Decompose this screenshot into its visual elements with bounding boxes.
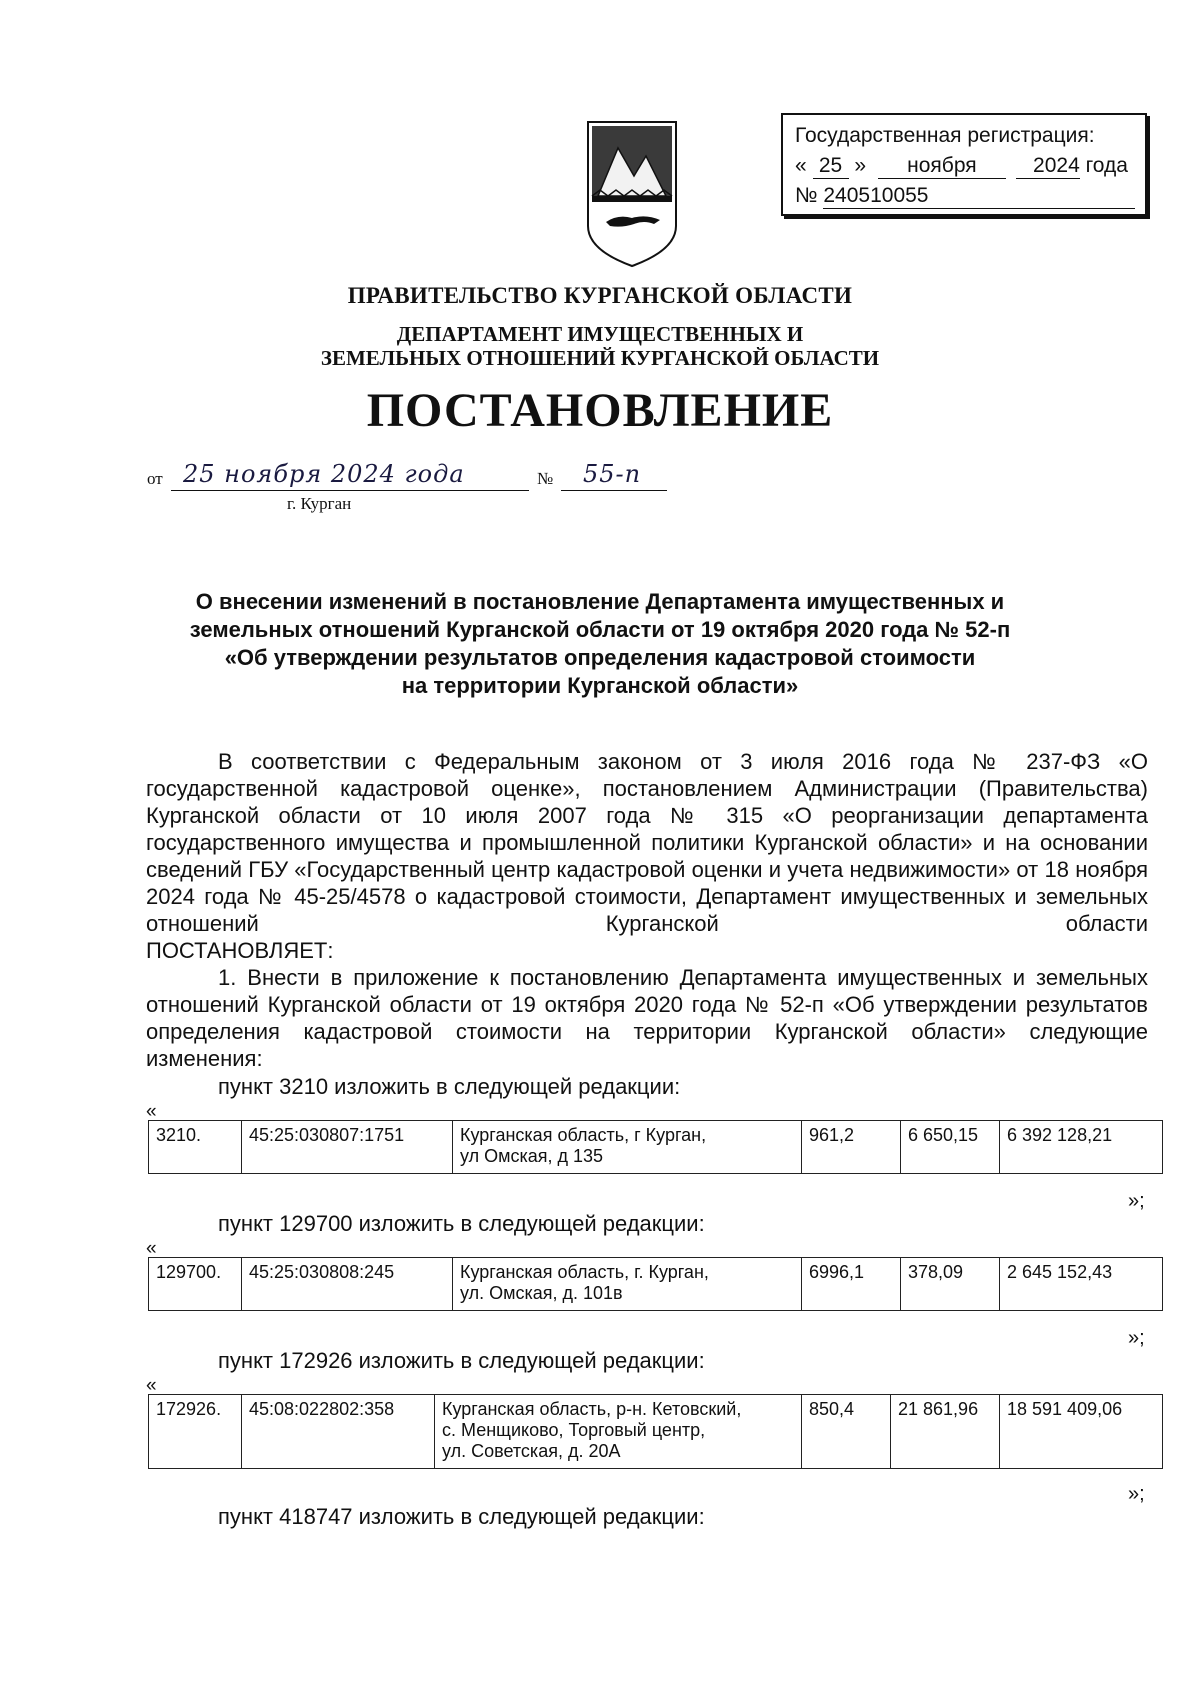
cell-address: [453, 1121, 802, 1174]
address-line: Курганская область, р-н. Кетовский,: [442, 1399, 742, 1419]
registration-heading: Государственная регистрация:: [795, 124, 1095, 147]
date-number-line: [147, 460, 667, 524]
address-line: ул. Омская, д. 101в: [460, 1283, 623, 1303]
registration-number: 240510055: [823, 184, 1135, 209]
handwritten-number: 55-п: [583, 460, 642, 488]
quote-open: «: [146, 1101, 157, 1122]
cell-cadastral-number: 45:08:022802:358: [242, 1395, 435, 1469]
cell-unit-value: 6 650,15: [901, 1121, 1000, 1174]
table-row: [149, 1121, 1163, 1174]
amendment-table: [148, 1257, 1163, 1311]
address-line: ул Омская, д 135: [460, 1146, 604, 1166]
cell-area: 850,4: [802, 1395, 891, 1469]
title-line: «Об утверждении результатов определения кадастровой стоимости: [224, 645, 976, 670]
address-line: с. Менщиково, Торговый центр,: [442, 1420, 706, 1440]
amendment-table: [148, 1120, 1163, 1174]
doc-number-label: №: [537, 469, 554, 488]
table-row: [149, 1395, 1163, 1469]
department-name-line2: ЗЕМЕЛЬНЫХ ОТНОШЕНИЙ КУРГАНСКОЙ ОБЛАСТИ: [320, 346, 880, 370]
amendment-intro: пункт 172926 изложить в следующей редакции:: [218, 1348, 705, 1373]
preamble-text: В соответствии с Федеральным законом от 3 июля 2016 года № 237-ФЗ «О государственной кадастровой оценке», постановлением Администрации (Правительства) Курганской области от 10 июля 2007 года № 315 «О реорганизации департамента государственного имущества и промышленной политики Курганской области» и на основании сведений ГБУ «Государственный центр кадастровой оценки и учета недвижимости» от 18 ноября 2024 года № 45-25/4578 о кадастровой стоимости, Департамент имущественных и земельных отношений Курганской области: [146, 749, 1148, 936]
cell-total-value: 18 591 409,06: [1000, 1395, 1163, 1469]
amendment-intro: пункт 129700 изложить в следующей редакции:: [218, 1211, 705, 1236]
quote-close: »;: [1128, 1327, 1145, 1349]
title-line: О внесении изменений в постановление Департамента имущественных и: [195, 589, 1005, 614]
document-title: [140, 588, 1060, 700]
address-line: Курганская область, г. Курган,: [460, 1262, 709, 1282]
registration-day-close: »: [854, 154, 867, 177]
title-line: на территории Курганской области»: [401, 673, 799, 698]
cell-item-number: 3210.: [149, 1121, 242, 1174]
amendment-intro: пункт 3210 изложить в следующей редакции:: [218, 1074, 681, 1099]
quote-close: »;: [1128, 1483, 1145, 1505]
cell-unit-value: 378,09: [901, 1258, 1000, 1311]
cell-item-number: 172926.: [149, 1395, 242, 1469]
registration-number-label: №: [795, 184, 818, 207]
address-line: ул. Советская, д. 20А: [442, 1441, 621, 1461]
registration-stamp: [781, 113, 1147, 216]
city-label: г. Курган: [287, 494, 352, 513]
registration-year-suffix: 24: [1056, 154, 1080, 177]
registration-month: ноября: [878, 154, 1006, 179]
doc-number-underline: [561, 460, 667, 491]
registration-number-row: [795, 181, 1135, 211]
cell-total-value: 6 392 128,21: [1000, 1121, 1163, 1174]
title-line: земельных отношений Курганской области от 19 октября 2020 года № 52-п: [189, 617, 1011, 642]
cell-cadastral-number: 45:25:030808:245: [242, 1258, 453, 1311]
registration-year-prefix: 20: [1033, 154, 1057, 177]
amendment-intro: пункт 418747 изложить в следующей редакции:: [218, 1504, 705, 1529]
resolves-label: ПОСТАНОВЛЯЕТ:: [146, 938, 334, 963]
department-name-line1: ДЕПАРТАМЕНТ ИМУЩЕСТВЕННЫХ И: [396, 322, 804, 346]
cell-cadastral-number: 45:25:030807:1751: [242, 1121, 453, 1174]
preamble-paragraph: [146, 748, 1148, 964]
date-underline: [171, 460, 529, 491]
cell-address: [435, 1395, 802, 1469]
amendment-table: [148, 1394, 1163, 1469]
government-name: ПРАВИТЕЛЬСТВО КУРГАНСКОЙ ОБЛАСТИ: [347, 283, 853, 308]
registration-day: 25: [813, 154, 849, 179]
cell-area: 961,2: [802, 1121, 901, 1174]
clause-1-paragraph: 1. Внести в приложение к постановлению Департамента имущественных и земельных отношений Курганской области от 19 октября 2020 года № 52-п «Об утверждении результатов определения кадастровой стоимости на территории Курганской области» следующие изменения:: [146, 965, 1148, 1071]
quote-open: «: [146, 1375, 157, 1396]
cell-total-value: 2 645 152,43: [1000, 1258, 1163, 1311]
address-line: Курганская область, г Курган,: [460, 1125, 707, 1145]
date-from-label: от: [147, 469, 163, 488]
registration-day-open: «: [795, 154, 807, 177]
table-row: [149, 1258, 1163, 1311]
document-type: ПОСТАНОВЛЕНИЕ: [366, 384, 834, 437]
quote-open: «: [146, 1238, 157, 1259]
cell-address: [453, 1258, 802, 1311]
quote-close: »;: [1128, 1190, 1145, 1212]
cell-area: 6996,1: [802, 1258, 901, 1311]
cell-unit-value: 21 861,96: [891, 1395, 1000, 1469]
handwritten-date: 25 ноября 2024 года: [183, 460, 465, 488]
coat-of-arms-icon: [584, 118, 680, 268]
registration-date: [795, 151, 1135, 181]
cell-item-number: 129700.: [149, 1258, 242, 1311]
registration-year-word: года: [1085, 154, 1128, 177]
